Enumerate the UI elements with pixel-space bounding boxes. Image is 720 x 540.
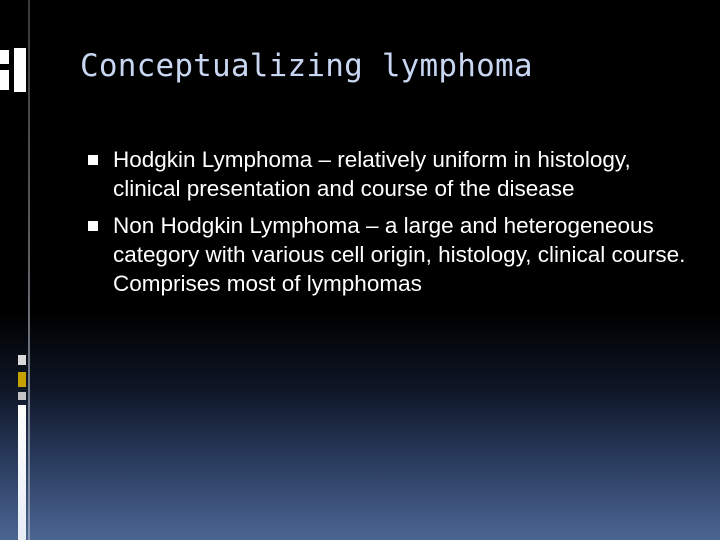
bullet-list [88, 145, 688, 306]
bullet-text: Non Hodgkin Lymphoma – a large and heterogeneous category with various cell origin, histology, clinical course. Comprises most of lymphomas [113, 213, 686, 296]
bullet-text: Hodgkin Lymphoma – relatively uniform in histology, clinical presentation and course of the disease [113, 147, 631, 201]
square-bullet-icon [88, 155, 98, 165]
bullet-item [88, 145, 688, 203]
decorative-accent-block [18, 372, 26, 387]
left-divider-line [28, 0, 30, 540]
decorative-accent-block [18, 355, 26, 365]
slide-title: Conceptualizing lymphoma [80, 48, 533, 84]
bullet-item [88, 211, 688, 298]
square-bullet-icon [88, 221, 98, 231]
decorative-accent-bar [18, 405, 26, 540]
decorative-accent-block [0, 70, 9, 90]
decorative-accent-block [18, 392, 26, 400]
decorative-accent-block [14, 48, 26, 92]
decorative-accent-block [0, 50, 9, 64]
